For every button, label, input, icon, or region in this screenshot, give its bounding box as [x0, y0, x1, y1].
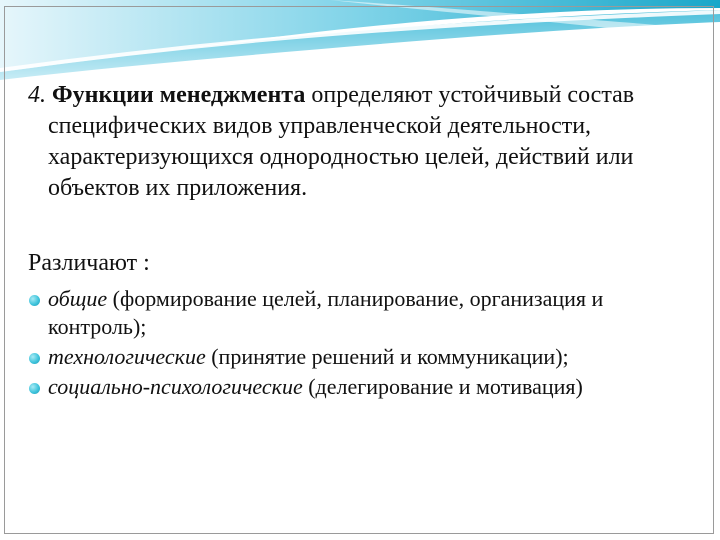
list-item-text: (делегирование и мотивация): [302, 374, 583, 399]
function-types-list: [28, 285, 688, 401]
list-item: [28, 285, 688, 341]
list-item: [28, 373, 688, 401]
list-item-term: социально-психологические: [48, 374, 303, 399]
item-number: 4.: [28, 82, 46, 108]
lead-text: Различают :: [28, 250, 150, 276]
list-item-term: общие: [48, 286, 108, 311]
list-item: [28, 343, 688, 371]
term-heading: Функции менеджмента: [52, 82, 306, 108]
definition-paragraph: [28, 80, 688, 204]
list-item-text: (принятие решений и коммуникации);: [205, 344, 569, 369]
slide-content: [28, 80, 688, 403]
definition-text: определяют устойчивый состав специфических видов управленческой деятельности, характеризующихся однородностью целей, действий или объектов их приложения.: [48, 82, 635, 201]
bullet-dot-icon: [29, 295, 40, 306]
header-wave-decoration: [0, 0, 720, 80]
bullet-dot-icon: [29, 383, 40, 394]
list-item-text: (формирование целей, планирование, организация и контроль);: [48, 286, 604, 339]
list-item-term: технологические: [48, 344, 206, 369]
bullet-dot-icon: [29, 353, 40, 364]
